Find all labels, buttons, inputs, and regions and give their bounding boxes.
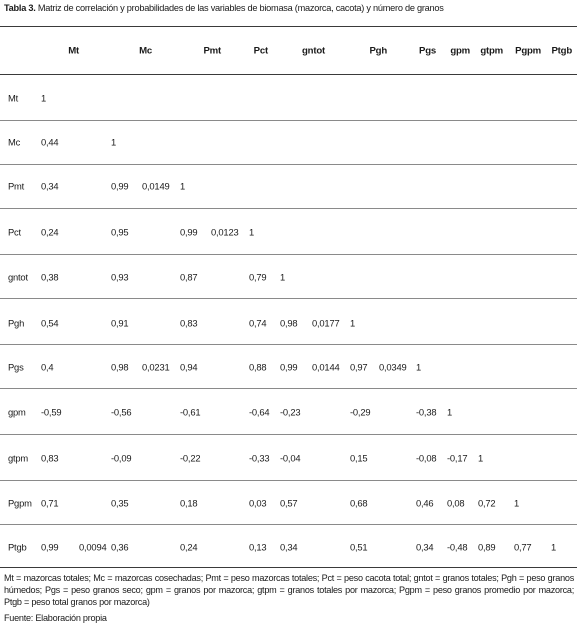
table-cell: 1 bbox=[551, 541, 557, 553]
table-rule bbox=[0, 388, 577, 389]
row-label: Pgh bbox=[8, 317, 25, 329]
table-rule bbox=[0, 434, 577, 435]
table-cell: -0,29 bbox=[350, 406, 371, 418]
table-cell: -0,23 bbox=[280, 406, 301, 418]
table-cell: 0,38 bbox=[41, 271, 59, 283]
row-label: Pgs bbox=[8, 361, 24, 373]
column-header: Pgpm bbox=[515, 45, 541, 57]
table-caption bbox=[4, 3, 574, 13]
table-cell: 0,89 bbox=[478, 541, 496, 553]
row-label: Mc bbox=[8, 136, 21, 148]
table-cell: 1 bbox=[111, 136, 117, 148]
table-cell: 1 bbox=[514, 497, 520, 509]
row-label: gpm bbox=[8, 406, 26, 418]
table-cell: 0,71 bbox=[41, 497, 59, 509]
column-header: Pmt bbox=[203, 45, 221, 57]
table-cell: 0,57 bbox=[280, 497, 298, 509]
table-cell: -0,64 bbox=[249, 406, 270, 418]
table-cell: 0,15 bbox=[350, 452, 368, 464]
table-cell: 1 bbox=[249, 226, 255, 238]
table-cell: 0,34 bbox=[416, 541, 434, 553]
table-cell: 0,99 bbox=[41, 541, 59, 553]
table-cell: 0,03 bbox=[249, 497, 267, 509]
row-label: Pct bbox=[8, 226, 21, 238]
table-cell: 0,4 bbox=[41, 361, 54, 373]
table-cell: 0,51 bbox=[350, 541, 368, 553]
table-footnote: Mt = mazorcas totales; Mc = mazorcas cosechadas; Pmt = peso mazorcas totales; Pct = peso cacota total; gntot = granos totales; Pgh = peso granos húmedos; Pgs = peso granos seco; gpm = granos por mazorca; gtpm = granos totales por mazorca; Pgpm = peso granos promedio por mazorca; Ptgb = peso total granos por mazorca) bbox=[4, 573, 574, 608]
table-cell: 0,99 bbox=[280, 361, 298, 373]
table-cell: 1 bbox=[350, 317, 356, 329]
table-cell: -0,38 bbox=[416, 406, 437, 418]
table-cell: 0,0349 bbox=[379, 361, 407, 373]
row-label: Ptgb bbox=[8, 541, 27, 553]
table-cell: 0,0144 bbox=[312, 361, 340, 373]
row-label: Pmt bbox=[8, 180, 25, 192]
table-cell: 0,98 bbox=[280, 317, 298, 329]
table-cell: 0,72 bbox=[478, 497, 496, 509]
table-rule bbox=[0, 298, 577, 299]
table-cell: -0,17 bbox=[447, 452, 468, 464]
table-cell: 0,54 bbox=[41, 317, 59, 329]
table-rule bbox=[0, 208, 577, 209]
table-rule bbox=[0, 254, 577, 255]
table-cell: 0,88 bbox=[249, 361, 267, 373]
table-cell: 1 bbox=[447, 406, 453, 418]
table-rule bbox=[0, 164, 577, 165]
table-cell: 0,36 bbox=[111, 541, 129, 553]
table-cell: 0,99 bbox=[111, 180, 129, 192]
table-cell: -0,22 bbox=[180, 452, 201, 464]
table-cell: 0,95 bbox=[111, 226, 129, 238]
table-source: Fuente: Elaboración propia bbox=[4, 613, 107, 623]
table-cell: 0,24 bbox=[180, 541, 198, 553]
table-cell: 0,0094 bbox=[79, 541, 107, 553]
table-cell: 1 bbox=[280, 271, 286, 283]
table-cell: 0,13 bbox=[249, 541, 267, 553]
table-cell: 0,98 bbox=[111, 361, 129, 373]
column-header: Pct bbox=[253, 45, 268, 57]
table-cell: -0,48 bbox=[447, 541, 468, 553]
table-cell: 0,0177 bbox=[312, 317, 340, 329]
table-cell: 0,34 bbox=[41, 180, 59, 192]
table-cell: -0,61 bbox=[180, 406, 201, 418]
table-cell: 0,0149 bbox=[142, 180, 170, 192]
table-cell: 0,77 bbox=[514, 541, 532, 553]
table-rule bbox=[0, 344, 577, 345]
table-cell: 0,74 bbox=[249, 317, 267, 329]
top-rule bbox=[0, 26, 577, 27]
column-header: Pgs bbox=[419, 45, 436, 57]
row-label: Mt bbox=[8, 92, 19, 104]
column-header: Mt bbox=[68, 45, 79, 57]
row-label: gtpm bbox=[8, 452, 29, 464]
column-header: gpm bbox=[450, 45, 470, 57]
table-cell: 1 bbox=[416, 361, 422, 373]
table-cell: 0,44 bbox=[41, 136, 59, 148]
column-header: Pgh bbox=[369, 45, 387, 57]
table-rule bbox=[0, 120, 577, 121]
table-cell: 0,34 bbox=[280, 541, 298, 553]
table-rule bbox=[0, 524, 577, 525]
table-cell: -0,56 bbox=[111, 406, 132, 418]
table-cell: 0,35 bbox=[111, 497, 129, 509]
table-cell: 0,46 bbox=[416, 497, 434, 509]
table-cell: 0,08 bbox=[447, 497, 465, 509]
table-cell: 0,83 bbox=[41, 452, 59, 464]
table-cell: 0,68 bbox=[350, 497, 368, 509]
caption-label: Tabla 3. bbox=[4, 3, 36, 13]
column-header: Mc bbox=[139, 45, 152, 57]
table-cell: 0,79 bbox=[249, 271, 267, 283]
table-rule bbox=[0, 74, 577, 75]
table-cell: 0,0231 bbox=[142, 361, 170, 373]
table-rule bbox=[0, 567, 577, 568]
table-cell: 0,87 bbox=[180, 271, 198, 283]
table-cell: 1 bbox=[41, 92, 47, 104]
table-cell: 0,91 bbox=[111, 317, 129, 329]
table-cell: 0,93 bbox=[111, 271, 129, 283]
row-label: gntot bbox=[8, 271, 28, 283]
table-cell: 0,99 bbox=[180, 226, 198, 238]
column-header: gntot bbox=[302, 45, 325, 57]
table-cell: 0,94 bbox=[180, 361, 198, 373]
table-cell: -0,08 bbox=[416, 452, 437, 464]
table-cell: -0,04 bbox=[280, 452, 301, 464]
table-cell: 0,97 bbox=[350, 361, 368, 373]
table-cell: 1 bbox=[478, 452, 484, 464]
table-cell: -0,33 bbox=[249, 452, 270, 464]
table-cell: 0,18 bbox=[180, 497, 198, 509]
table-cell: 0,0123 bbox=[211, 226, 239, 238]
table-cell: 0,83 bbox=[180, 317, 198, 329]
table-rule bbox=[0, 480, 577, 481]
table-cell: -0,09 bbox=[111, 452, 132, 464]
table-cell: 1 bbox=[180, 180, 186, 192]
table-cell: -0,59 bbox=[41, 406, 62, 418]
column-header: gtpm bbox=[480, 45, 503, 57]
caption-text: Matriz de correlación y probabilidades de las variables de biomasa (mazorca, cacota) y número de granos bbox=[35, 3, 444, 13]
column-header: Ptgb bbox=[551, 45, 572, 57]
row-label: Pgpm bbox=[8, 497, 32, 509]
table-cell: 0,24 bbox=[41, 226, 59, 238]
